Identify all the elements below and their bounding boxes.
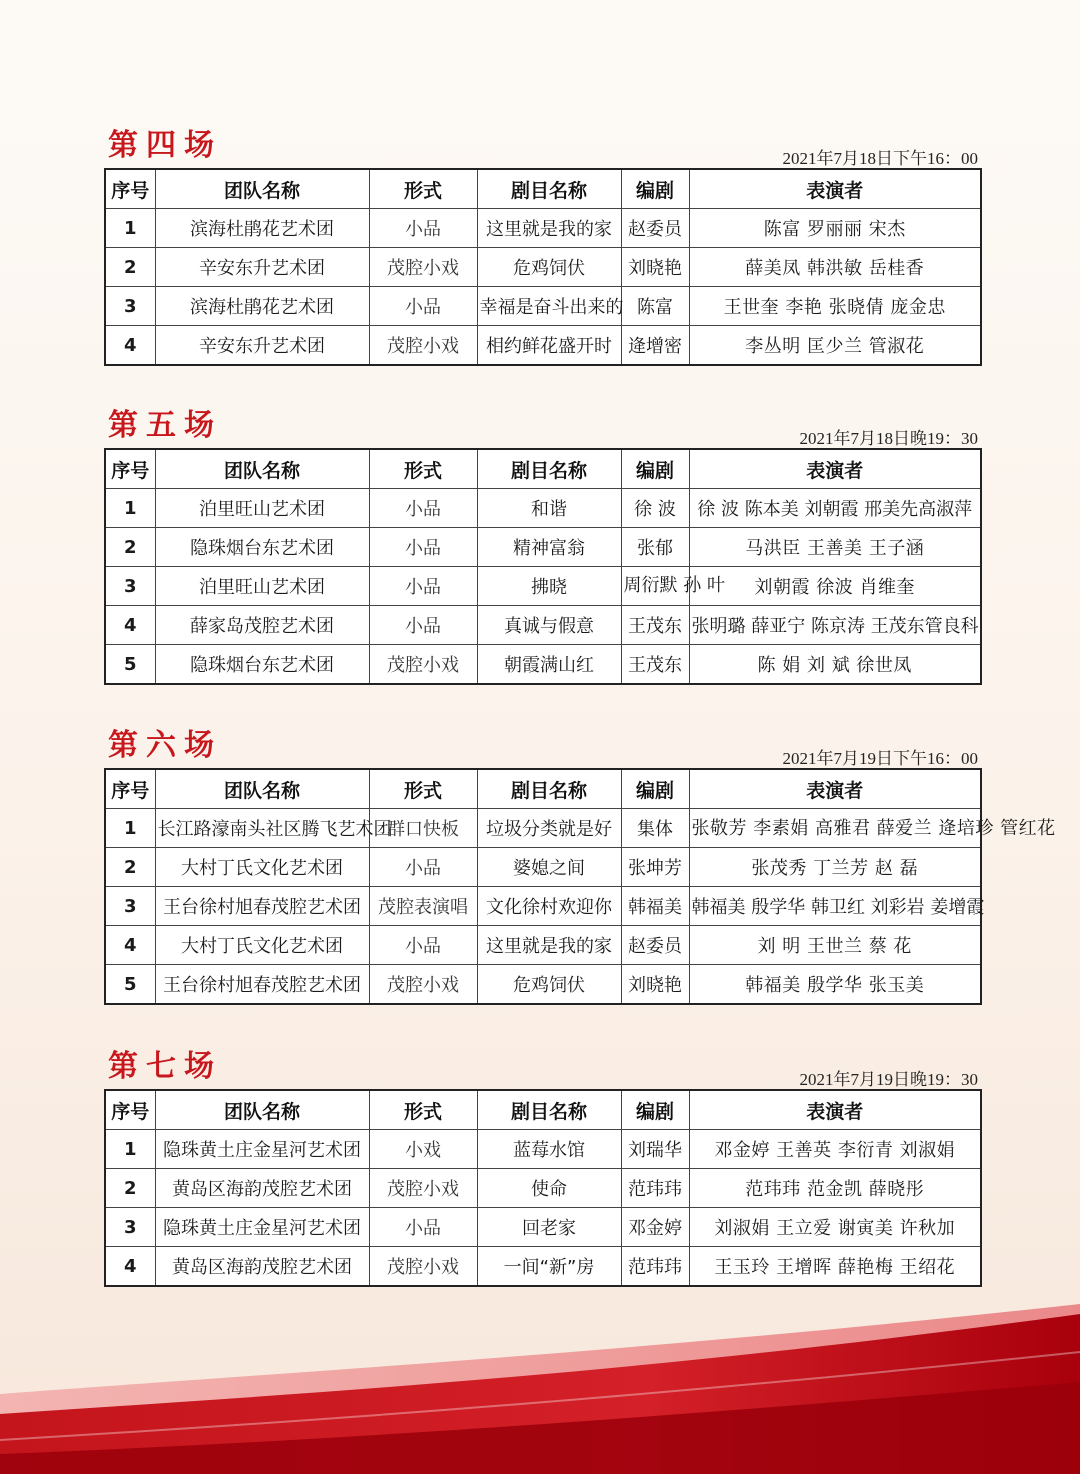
header-performers: 表演者 — [689, 769, 981, 809]
header-row — [105, 1090, 981, 1130]
table-row — [105, 567, 981, 606]
cell-play: 垃圾分类就是好 — [477, 809, 621, 848]
header-team: 团队名称 — [155, 449, 369, 489]
cell-no: 3 — [105, 567, 155, 606]
session-title: 第四场 — [108, 128, 222, 163]
cell-performers: 刘 明 王世兰 蔡 花 — [689, 926, 981, 965]
cell-play: 一间“新”房 — [477, 1247, 621, 1287]
table-row — [105, 1169, 981, 1208]
table-row — [105, 887, 981, 926]
cell-play: 相约鲜花盛开时 — [477, 326, 621, 366]
cell-no: 1 — [105, 489, 155, 528]
cell-performers: 陈富 罗丽丽 宋杰 — [689, 209, 981, 248]
header-performers: 表演者 — [689, 449, 981, 489]
cell-team: 辛安东升艺术团 — [155, 248, 369, 287]
cell-writer: 集体 — [621, 809, 689, 848]
cell-no: 2 — [105, 848, 155, 887]
cell-play: 这里就是我的家 — [477, 926, 621, 965]
cell-play: 蓝莓水馆 — [477, 1130, 621, 1169]
cell-performers: 王玉玲 王增晖 薛艳梅 王绍花 — [689, 1247, 981, 1287]
cell-form: 小品 — [369, 1208, 477, 1247]
cell-team: 薛家岛茂腔艺术团 — [155, 606, 369, 645]
cell-play: 危鸡饲伏 — [477, 248, 621, 287]
table-row — [105, 1208, 981, 1247]
header-writer: 编剧 — [621, 769, 689, 809]
session-time: 2021年7月19日晚19：30 — [799, 1070, 978, 1089]
cell-form: 小品 — [369, 567, 477, 606]
cell-team: 大村丁氏文化艺术团 — [155, 848, 369, 887]
cell-performers: 薛美凤 韩洪敏 岳桂香 — [689, 248, 981, 287]
cell-writer: 韩福美 — [621, 887, 689, 926]
cell-form: 茂腔小戏 — [369, 1247, 477, 1287]
cell-team: 长江路濠南头社区腾飞艺术团 — [155, 809, 369, 848]
cell-play: 精神富翁 — [477, 528, 621, 567]
header-form: 形式 — [369, 769, 477, 809]
cell-team: 大村丁氏文化艺术团 — [155, 926, 369, 965]
header-team: 团队名称 — [155, 169, 369, 209]
header-team: 团队名称 — [155, 769, 369, 809]
session-title: 第五场 — [108, 408, 222, 443]
cell-writer: 刘晓艳 — [621, 248, 689, 287]
cell-play: 回老家 — [477, 1208, 621, 1247]
cell-no: 1 — [105, 809, 155, 848]
table-row — [105, 606, 981, 645]
cell-play: 危鸡饲伏 — [477, 965, 621, 1005]
cell-writer: 周衍默 孙 叶 — [621, 567, 689, 606]
cell-writer: 范玮玮 — [621, 1169, 689, 1208]
cell-form: 小戏 — [369, 1130, 477, 1169]
cell-play: 婆媳之间 — [477, 848, 621, 887]
table-row — [105, 248, 981, 287]
cell-no: 3 — [105, 287, 155, 326]
header-no: 序号 — [105, 769, 155, 809]
cell-performers: 邓金婷 王善英 李衍青 刘淑娟 — [689, 1130, 981, 1169]
header-performers: 表演者 — [689, 169, 981, 209]
table-row — [105, 645, 981, 685]
table-row — [105, 965, 981, 1005]
header-play: 剧目名称 — [477, 769, 621, 809]
header-writer: 编剧 — [621, 169, 689, 209]
cell-performers: 韩福美 殷学华 韩卫红 刘彩岩 姜增霞 — [689, 887, 981, 926]
cell-no: 2 — [105, 1169, 155, 1208]
table-row — [105, 287, 981, 326]
cell-performers: 张茂秀 丁兰芳 赵 磊 — [689, 848, 981, 887]
schedule-table — [104, 448, 982, 685]
cell-performers: 李丛明 匡少兰 管淑花 — [689, 326, 981, 366]
header-writer: 编剧 — [621, 449, 689, 489]
cell-no: 4 — [105, 606, 155, 645]
cell-performers: 范玮玮 范金凯 薛晓彤 — [689, 1169, 981, 1208]
cell-form: 群口快板 — [369, 809, 477, 848]
cell-form: 小品 — [369, 528, 477, 567]
header-form: 形式 — [369, 449, 477, 489]
cell-form: 小品 — [369, 489, 477, 528]
header-play: 剧目名称 — [477, 169, 621, 209]
cell-play: 文化徐村欢迎你 — [477, 887, 621, 926]
cell-performers: 张敬芳 李素娟 高雅君 薛爱兰 逄培珍 管红花 — [689, 809, 981, 848]
cell-team: 滨海杜鹃花艺术团 — [155, 287, 369, 326]
cell-team: 隐珠烟台东艺术团 — [155, 528, 369, 567]
cell-no: 1 — [105, 1130, 155, 1169]
cell-performers: 马洪臣 王善美 王子涵 — [689, 528, 981, 567]
cell-writer: 王茂东 — [621, 606, 689, 645]
cell-performers: 徐 波 陈本美 刘朝霞 邢美先高淑萍 — [689, 489, 981, 528]
header-no: 序号 — [105, 449, 155, 489]
table-row — [105, 489, 981, 528]
cell-team: 隐珠烟台东艺术团 — [155, 645, 369, 685]
cell-no: 1 — [105, 209, 155, 248]
cell-play: 使命 — [477, 1169, 621, 1208]
cell-form: 茂腔小戏 — [369, 248, 477, 287]
header-writer: 编剧 — [621, 1090, 689, 1130]
header-row — [105, 169, 981, 209]
cell-writer: 张坤芳 — [621, 848, 689, 887]
session-time: 2021年7月19日下午16：00 — [782, 749, 978, 768]
cell-writer: 逄增密 — [621, 326, 689, 366]
cell-team: 滨海杜鹃花艺术团 — [155, 209, 369, 248]
header-performers: 表演者 — [689, 1090, 981, 1130]
header-form: 形式 — [369, 1090, 477, 1130]
cell-form: 茂腔小戏 — [369, 645, 477, 685]
cell-form: 茂腔小戏 — [369, 965, 477, 1005]
cell-form: 茂腔表演唱 — [369, 887, 477, 926]
cell-play: 和谐 — [477, 489, 621, 528]
header-team: 团队名称 — [155, 1090, 369, 1130]
cell-play: 拂晓 — [477, 567, 621, 606]
cell-no: 3 — [105, 1208, 155, 1247]
cell-performers: 刘朝霞 徐波 肖维奎 — [689, 567, 981, 606]
cell-team: 黄岛区海韵茂腔艺术团 — [155, 1247, 369, 1287]
cell-no: 3 — [105, 887, 155, 926]
cell-writer: 刘晓艳 — [621, 965, 689, 1005]
cell-play: 这里就是我的家 — [477, 209, 621, 248]
cell-no: 5 — [105, 645, 155, 685]
cell-writer: 徐 波 — [621, 489, 689, 528]
table-row — [105, 326, 981, 366]
cell-writer: 赵委员 — [621, 926, 689, 965]
cell-performers: 王世奎 李艳 张晓倩 庞金忠 — [689, 287, 981, 326]
cell-team: 隐珠黄土庄金星河艺术团 — [155, 1130, 369, 1169]
cell-no: 2 — [105, 248, 155, 287]
table-row — [105, 926, 981, 965]
cell-form: 茂腔小戏 — [369, 1169, 477, 1208]
table-row — [105, 1130, 981, 1169]
header-play: 剧目名称 — [477, 1090, 621, 1130]
session-title: 第七场 — [108, 1049, 222, 1084]
cell-form: 小品 — [369, 926, 477, 965]
cell-no: 4 — [105, 926, 155, 965]
cell-team: 泊里旺山艺术团 — [155, 489, 369, 528]
cell-performers: 刘淑娟 王立爱 谢寅美 许秋加 — [689, 1208, 981, 1247]
table-row — [105, 809, 981, 848]
header-no: 序号 — [105, 1090, 155, 1130]
cell-play: 幸福是奋斗出来的 — [477, 287, 621, 326]
cell-writer: 陈富 — [621, 287, 689, 326]
session-title: 第六场 — [108, 728, 222, 763]
table-row — [105, 528, 981, 567]
cell-form: 小品 — [369, 209, 477, 248]
cell-play: 朝霞满山红 — [477, 645, 621, 685]
cell-performers: 陈 娟 刘 斌 徐世凤 — [689, 645, 981, 685]
table-row — [105, 209, 981, 248]
cell-no: 2 — [105, 528, 155, 567]
session-time: 2021年7月18日晚19：30 — [799, 429, 978, 448]
cell-performers: 张明璐 薛亚宁 陈京涛 王茂东管良科 — [689, 606, 981, 645]
cell-writer: 王茂东 — [621, 645, 689, 685]
cell-writer: 邓金婷 — [621, 1208, 689, 1247]
schedule-table — [104, 168, 982, 366]
header-no: 序号 — [105, 169, 155, 209]
cell-team: 王台徐村旭春茂腔艺术团 — [155, 887, 369, 926]
cell-form: 小品 — [369, 287, 477, 326]
cell-team: 泊里旺山艺术团 — [155, 567, 369, 606]
session-time: 2021年7月18日下午16：00 — [782, 149, 978, 168]
header-form: 形式 — [369, 169, 477, 209]
cell-play: 真诚与假意 — [477, 606, 621, 645]
header-play: 剧目名称 — [477, 449, 621, 489]
cell-performers: 韩福美 殷学华 张玉美 — [689, 965, 981, 1005]
cell-team: 黄岛区海韵茂腔艺术团 — [155, 1169, 369, 1208]
header-row — [105, 769, 981, 809]
cell-writer: 范玮玮 — [621, 1247, 689, 1287]
cell-team: 王台徐村旭春茂腔艺术团 — [155, 965, 369, 1005]
cell-form: 小品 — [369, 848, 477, 887]
cell-no: 4 — [105, 1247, 155, 1287]
schedule-table — [104, 768, 1056, 1005]
red-wave-decoration — [0, 1244, 1080, 1474]
table-row — [105, 848, 981, 887]
cell-writer: 刘瑞华 — [621, 1130, 689, 1169]
cell-form: 小品 — [369, 606, 477, 645]
cell-form: 茂腔小戏 — [369, 326, 477, 366]
header-row — [105, 449, 981, 489]
cell-team: 隐珠黄土庄金星河艺术团 — [155, 1208, 369, 1247]
cell-writer: 赵委员 — [621, 209, 689, 248]
cell-writer: 张郁 — [621, 528, 689, 567]
cell-no: 4 — [105, 326, 155, 366]
cell-team: 辛安东升艺术团 — [155, 326, 369, 366]
cell-no: 5 — [105, 965, 155, 1005]
